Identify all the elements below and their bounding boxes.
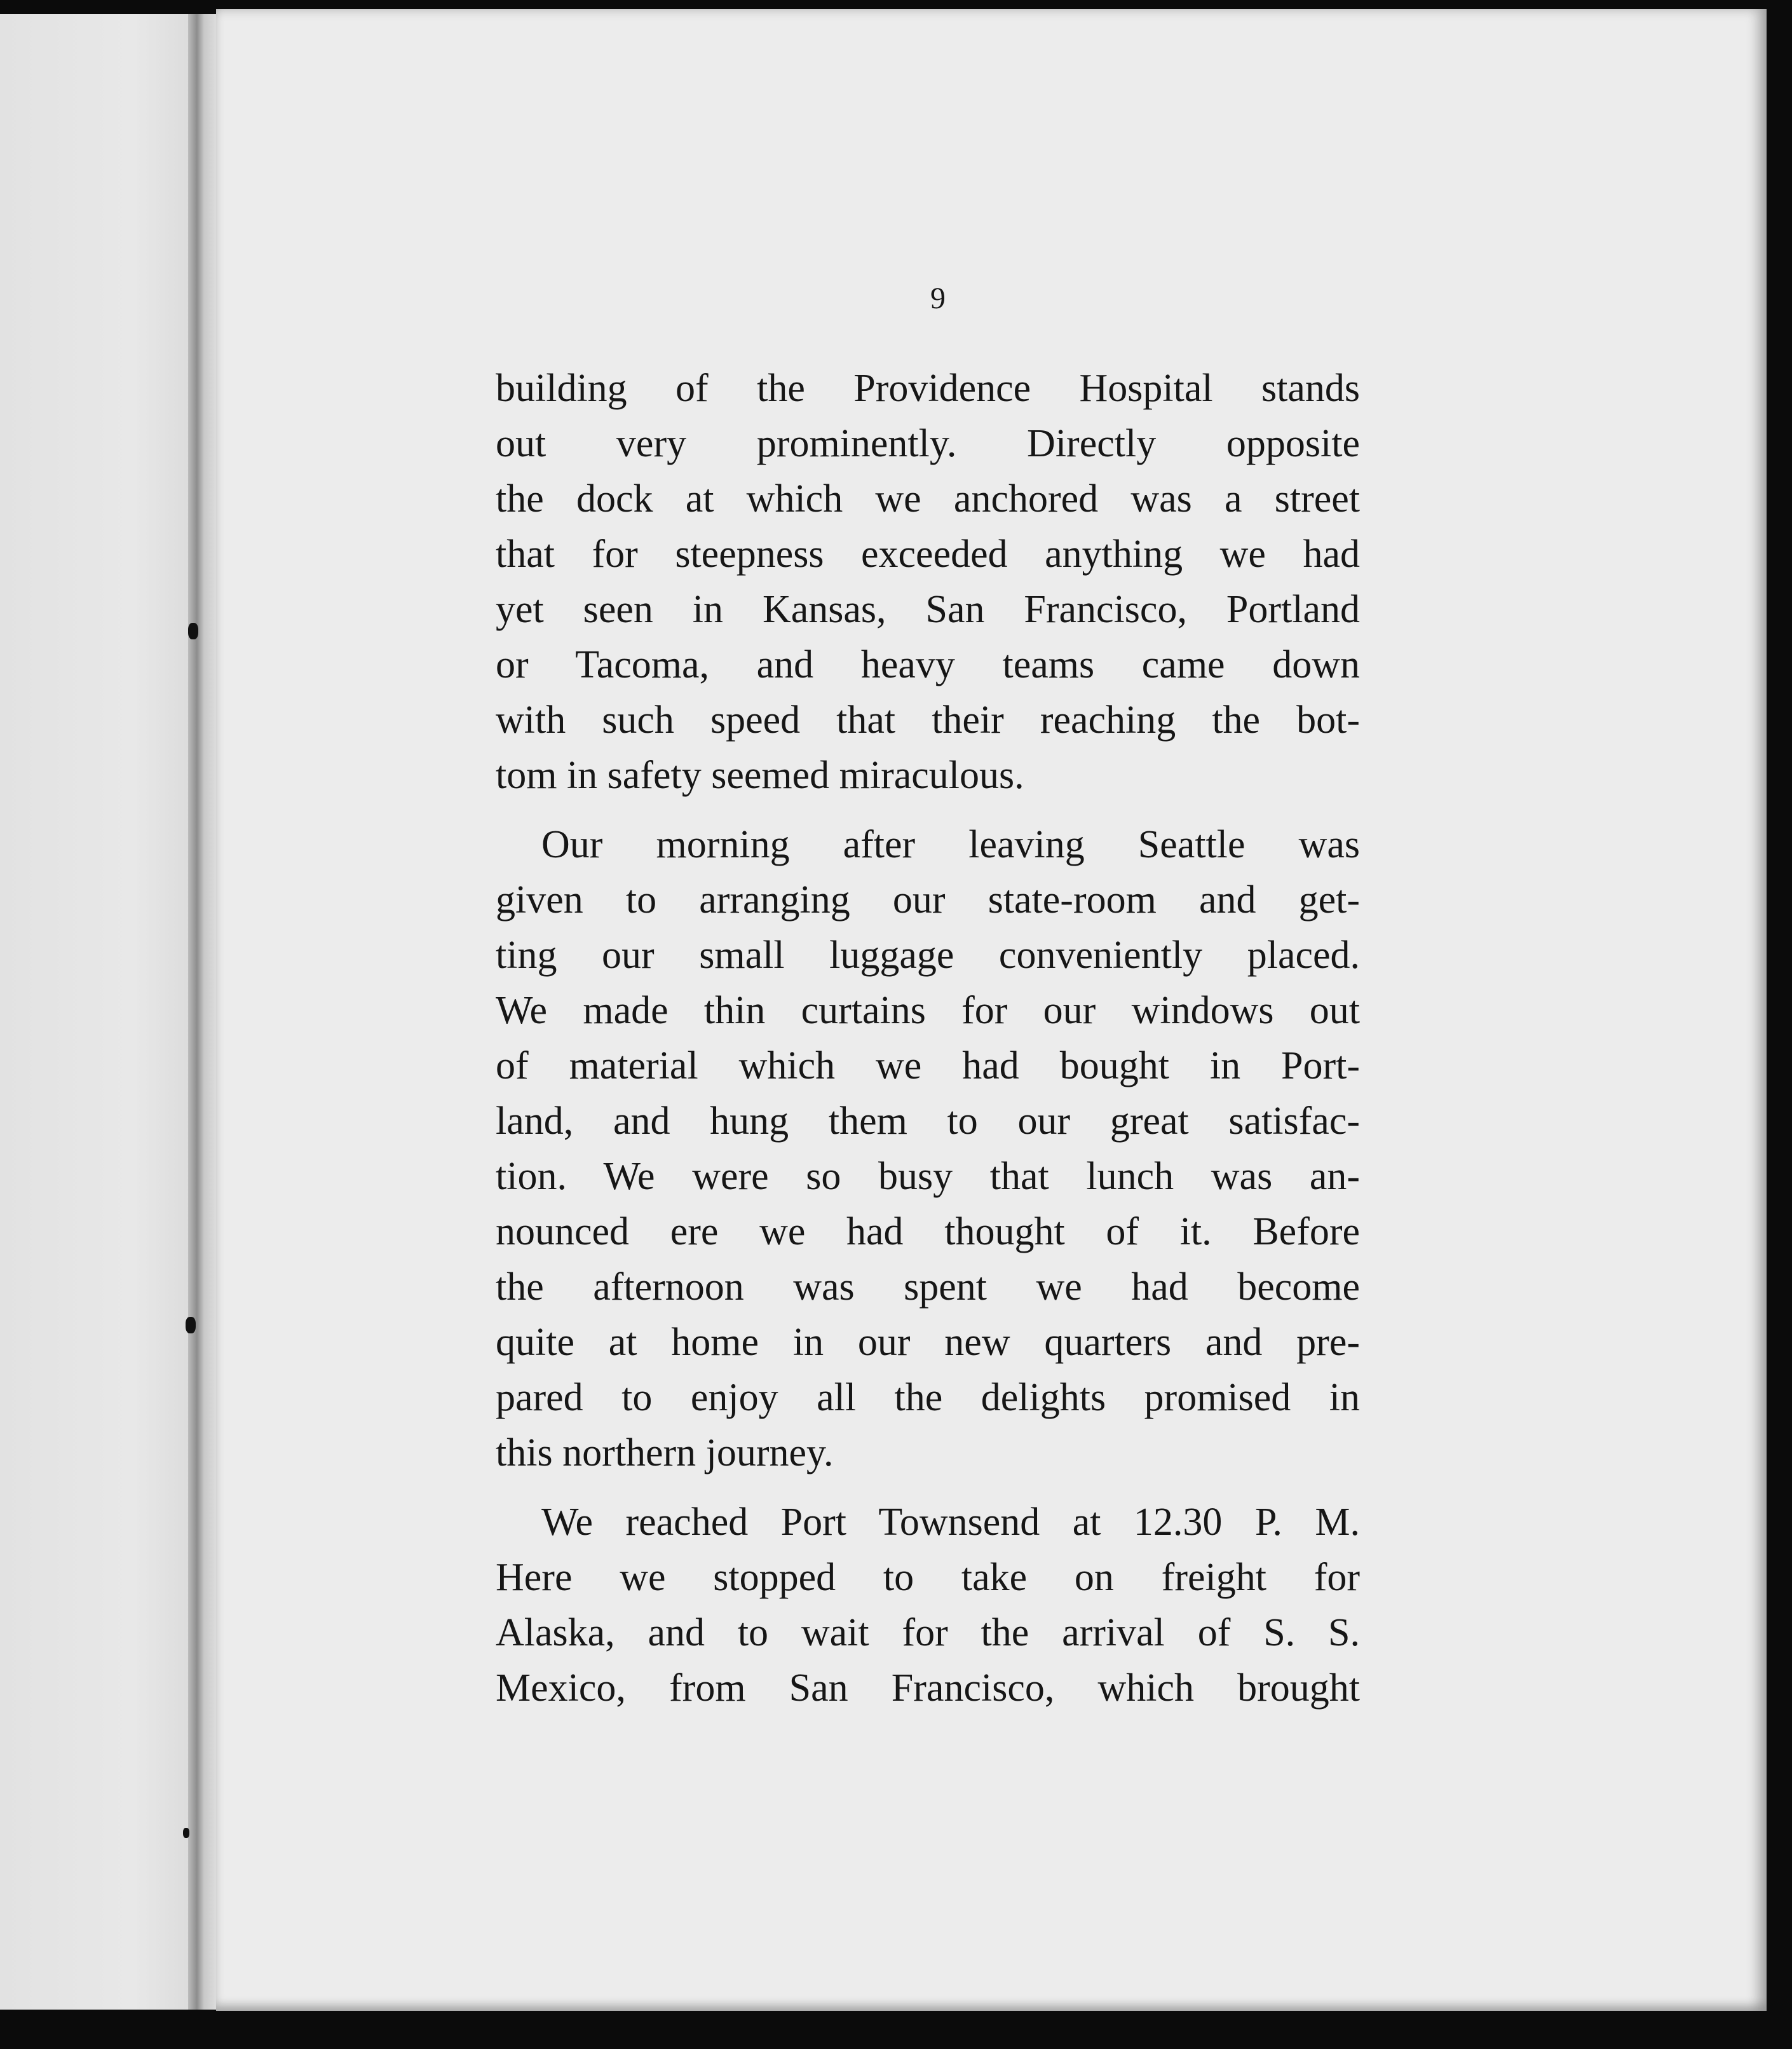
- facing-page-edge: [0, 14, 191, 2010]
- text-line: given to arranging our state-room and get-: [496, 878, 1360, 922]
- text-line: Our morning after leaving Seattle was: [541, 823, 1360, 866]
- text-line: the afternoon was spent we had become: [496, 1265, 1360, 1309]
- text-line: that for steepness exceeded anything we had: [496, 533, 1360, 576]
- text-line: out very prominently. Directly opposite: [496, 422, 1360, 465]
- text-line: ting our small luggage conveniently placed.: [496, 934, 1360, 977]
- text-line: Alaska, and to wait for the arrival of S. S.: [496, 1611, 1360, 1654]
- text-line: or Tacoma, and heavy teams came down: [496, 643, 1360, 686]
- text-line: this northern journey.: [496, 1431, 834, 1474]
- text-line: We made thin curtains for our windows out: [496, 989, 1360, 1032]
- text-line: Here we stopped to take on freight for: [496, 1556, 1360, 1599]
- text-line: with such speed that their reaching the bot-: [496, 698, 1360, 742]
- text-line: We reached Port Townsend at 12.30 P. M.: [541, 1501, 1360, 1544]
- page-number: 9: [930, 282, 946, 315]
- text-line: tion. We were so busy that lunch was an-: [496, 1155, 1360, 1198]
- spine-mark: [188, 623, 198, 639]
- text-line: pared to enjoy all the delights promised in: [496, 1376, 1360, 1419]
- paragraph: [496, 817, 1360, 1481]
- paragraph: [496, 361, 1360, 803]
- text-line: quite at home in our new quarters and pre-: [496, 1321, 1360, 1364]
- text-line: land, and hung them to our great satisfac-: [496, 1099, 1360, 1143]
- text-line: of material which we had bought in Port-: [496, 1044, 1360, 1087]
- spine-mark: [183, 1828, 189, 1838]
- text-line: tom in safety seemed miraculous.: [496, 754, 1024, 797]
- body-text: [496, 361, 1360, 1716]
- book-spine: [188, 14, 217, 2010]
- text-line: building of the Providence Hospital stands: [496, 367, 1360, 410]
- text-line: nounced ere we had thought of it. Before: [496, 1210, 1360, 1253]
- text-line: yet seen in Kansas, San Francisco, Portland: [496, 588, 1360, 631]
- text-line: Mexico, from San Francisco, which brought: [496, 1666, 1360, 1710]
- spine-mark: [186, 1317, 196, 1333]
- paragraph: [496, 1495, 1360, 1716]
- text-line: the dock at which we anchored was a street: [496, 477, 1360, 521]
